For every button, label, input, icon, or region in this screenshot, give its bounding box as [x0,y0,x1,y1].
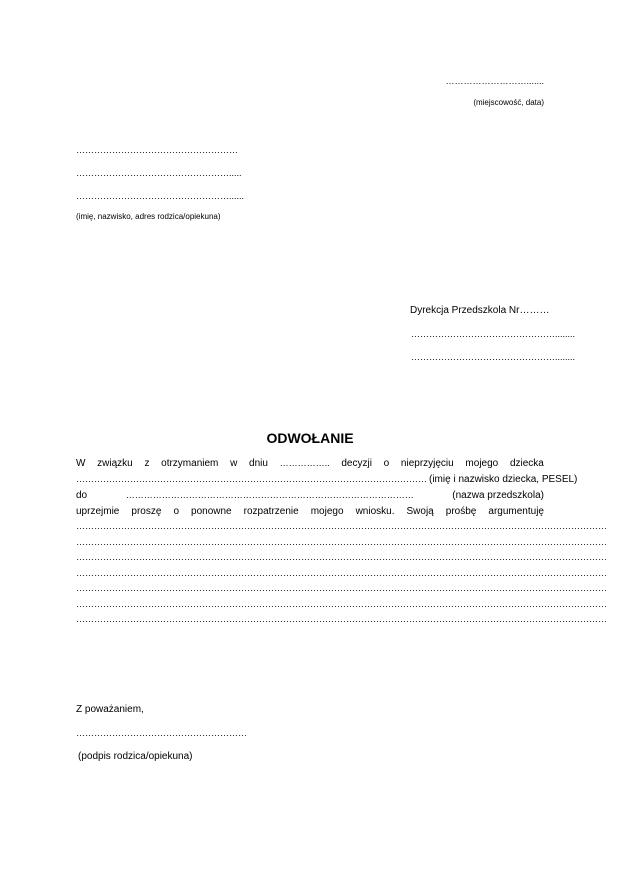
pline4-word: o [173,506,179,517]
argument-line[interactable]: …………………………………………………………………………………………………………………………………………………………… [76,521,607,531]
pline1-word: dziecka [509,458,544,469]
recipient-line-2[interactable]: …………………………………………........ [411,329,576,339]
recipient-line-1: Dyrekcja Przedszkola Nr……… [410,305,550,316]
child-name-label: (imię i nazwisko dziecka, PESEL) [429,474,578,485]
pline4-word: ponowne [191,506,232,517]
pline1-word: decyzji [341,458,372,469]
closing-regards: Z poważaniem, [76,704,144,715]
document-title: ODWOŁANIE [266,430,354,446]
sender-line-1[interactable]: ……………………………………………… [76,145,238,155]
place-date-field[interactable]: ………………………....... [445,76,544,86]
argument-line[interactable]: …………………………………………………………………………………………………………………………………………………………… [76,583,607,593]
pline1-word: otrzymaniem [161,458,219,469]
pline1-word[interactable]: …………….. [279,458,330,468]
pline4-word: wniosku. [355,506,395,517]
sender-label: (imię, nazwisko, adres rodzica/opiekuna) [76,212,221,221]
pline1-word: związku [97,458,133,469]
pline4-word: argumentuję [488,506,544,517]
pline4-word: mojego [310,506,344,517]
sender-line-3[interactable]: ……………………………………………...... [76,191,245,201]
pline4-word: proszę [131,506,162,517]
signature-label: (podpis rodzica/opiekuna) [78,751,193,762]
pline1-word: mojego [465,458,499,469]
pline1-word: o [383,458,390,469]
sender-line-2[interactable]: ……………………………………………..... [76,168,242,178]
pline1-word: dniu [249,458,268,469]
argument-line[interactable]: …………………………………………………………………………………………………………………………………………………………… [76,567,607,578]
pline1-word: nieprzyjęciu [400,458,454,469]
paragraph-line-4 [76,506,544,517]
argument-line[interactable]: …………………………………………………………………………………………………………………………………………………………… [76,536,607,547]
pline4-word: Swoją [406,506,434,517]
pline4-word: prośbę [445,506,477,517]
paragraph-line-2 [76,474,578,485]
kindergarten-name-field[interactable]: …………………………………………………………………………………… [125,490,414,500]
do-word: do [76,490,88,501]
pline1-word: w [230,458,238,469]
pline4-word: rozpatrzenie [243,506,299,517]
recipient-line-3[interactable]: …………………………………………........ [411,352,576,362]
argument-line[interactable]: …………………………………………………………………………………………………………………………………………………………… [76,614,607,624]
pline4-word: uprzejmie [76,506,120,517]
signature-field[interactable]: ………………………………………………… [76,728,247,738]
child-name-field[interactable]: ……………………………………………………………………………………………………… [76,474,427,484]
pline1-word: W [76,458,86,469]
argument-line[interactable]: …………………………………………………………………………………………………………………………………………………………… [76,552,607,562]
paragraph-line-3 [76,490,544,501]
paragraph-line-1 [76,458,544,469]
place-date-label: (miejscowość, data) [473,98,544,107]
kindergarten-name-label: (nazwa przedszkola) [452,490,544,501]
pline1-word: z [144,458,150,469]
argument-line[interactable]: …………………………………………………………………………………………………………………………………………………………… [76,598,607,609]
